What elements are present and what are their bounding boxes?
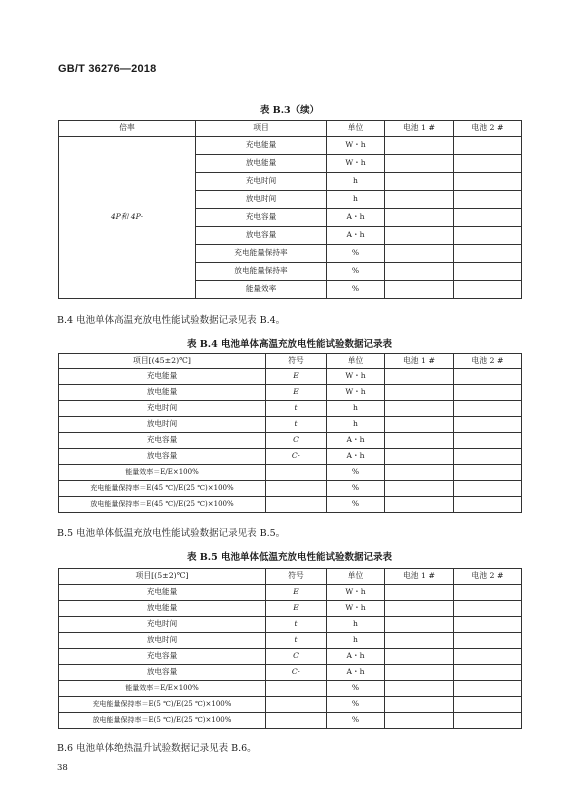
table-cell-battery1 xyxy=(385,617,454,633)
table-cell-unit: % xyxy=(327,281,385,299)
table-cell-item: 充电能量保持率＝E(45 ℃)/E(25 ℃)×100% xyxy=(59,481,266,497)
table-b4-header-symbol: 符号 xyxy=(266,354,327,369)
table-cell-unit: A・h xyxy=(327,665,385,681)
table-cell-symbol: t xyxy=(266,617,327,633)
table-row xyxy=(59,465,522,481)
table-cell-battery1 xyxy=(385,481,454,497)
table-cell-battery1 xyxy=(385,417,454,433)
table-cell-battery2 xyxy=(454,385,522,401)
table-cell-battery1 xyxy=(385,191,454,209)
table-cell-battery2 xyxy=(454,137,522,155)
table-cell-item: 充电时间 xyxy=(59,401,266,417)
table-cell-item: 充电能量保持率 xyxy=(196,245,327,263)
table-b3-header-item: 项目 xyxy=(196,121,327,137)
table-row xyxy=(59,585,522,601)
table-cell-battery1 xyxy=(385,585,454,601)
table-cell-symbol xyxy=(266,681,327,697)
section-b4-text: B.4 电池单体高温充放电性能试验数据记录见表 B.4。 xyxy=(57,315,286,326)
table-cell-unit: W・h xyxy=(327,585,385,601)
table-cell-item: 放电能量保持率 xyxy=(196,263,327,281)
page-number: 38 xyxy=(57,763,68,773)
table-cell-battery2 xyxy=(454,697,522,713)
table-cell-unit: % xyxy=(327,465,385,481)
table-cell-item: 放电能量 xyxy=(59,601,266,617)
table-cell-symbol: C· xyxy=(266,449,327,465)
table-cell-battery2 xyxy=(454,401,522,417)
table-cell-battery2 xyxy=(454,369,522,385)
table-cell-battery2 xyxy=(454,191,522,209)
table-cell-item: 放电能量保持率＝E(45 ℃)/E(25 ℃)×100% xyxy=(59,497,266,513)
table-cell-battery2 xyxy=(454,497,522,513)
table-cell-unit: % xyxy=(327,245,385,263)
table-cell-unit: A・h xyxy=(327,433,385,449)
table-row xyxy=(59,697,522,713)
table-cell-battery1 xyxy=(385,681,454,697)
table-row xyxy=(59,649,522,665)
table-cell-item: 充电能量保持率＝E(5 ℃)/E(25 ℃)×100% xyxy=(59,697,266,713)
table-cell-battery1 xyxy=(385,155,454,173)
table-cell-battery2 xyxy=(454,601,522,617)
table-cell-unit: A・h xyxy=(327,227,385,245)
table-cell-unit: % xyxy=(327,697,385,713)
table-b5-caption: 表 B.5 电池单体低温充放电性能试验数据记录表 xyxy=(186,552,393,563)
table-cell-symbol: E xyxy=(266,601,327,617)
table-cell-battery1 xyxy=(385,263,454,281)
table-row xyxy=(59,137,522,155)
table-cell-symbol: t xyxy=(266,401,327,417)
table-cell-unit: h xyxy=(327,417,385,433)
table-row xyxy=(59,433,522,449)
table-cell-symbol: E xyxy=(266,369,327,385)
table-b4-caption: 表 B.4 电池单体高温充放电性能试验数据记录表 xyxy=(186,339,393,350)
table-b4 xyxy=(58,353,522,513)
table-cell-item: 能量效率＝E/E×100% xyxy=(59,465,266,481)
table-cell-symbol: E xyxy=(266,385,327,401)
table-cell-item: 能量效率 xyxy=(196,281,327,299)
table-row xyxy=(59,617,522,633)
table-cell-battery1 xyxy=(385,401,454,417)
table-cell-battery1 xyxy=(385,633,454,649)
table-cell-unit: A・h xyxy=(327,209,385,227)
table-b3 xyxy=(58,120,522,299)
table-b4-header-battery1: 电池 1 # xyxy=(385,354,454,369)
table-b4-header-item: 项目[(45±2)℃] xyxy=(59,354,266,369)
table-cell-symbol: C· xyxy=(266,665,327,681)
table-row xyxy=(59,665,522,681)
table-cell-battery2 xyxy=(454,633,522,649)
table-b3-header-battery2: 电池 2 # xyxy=(454,121,522,137)
table-b5-header-unit: 单位 xyxy=(327,569,385,585)
table-cell-unit: % xyxy=(327,497,385,513)
table-b3-header-unit: 单位 xyxy=(327,121,385,137)
table-b3-caption: 表 B.3（续） xyxy=(259,105,320,116)
table-cell-unit: W・h xyxy=(327,369,385,385)
table-cell-item: 能量效率＝E/E×100% xyxy=(59,681,266,697)
table-b5-header-item: 项目[(5±2)℃] xyxy=(59,569,266,585)
table-cell-item: 充电能量 xyxy=(59,585,266,601)
table-cell-battery1 xyxy=(385,209,454,227)
table-cell-battery2 xyxy=(454,417,522,433)
table-cell-battery1 xyxy=(385,713,454,729)
table-cell-unit: h xyxy=(327,633,385,649)
table-cell-unit: h xyxy=(327,191,385,209)
table-cell-symbol: t xyxy=(266,417,327,433)
table-cell-symbol: C xyxy=(266,433,327,449)
table-cell-item: 放电容量 xyxy=(59,665,266,681)
section-b6-text: B.6 电池单体绝热温升试验数据记录见表 B.6。 xyxy=(57,743,257,754)
table-cell-battery1 xyxy=(385,649,454,665)
table-b5-header-row xyxy=(59,569,522,585)
table-cell-battery2 xyxy=(454,209,522,227)
table-cell-battery1 xyxy=(385,449,454,465)
table-cell-battery1 xyxy=(385,601,454,617)
table-cell-item: 充电时间 xyxy=(196,173,327,191)
table-cell-battery2 xyxy=(454,155,522,173)
table-cell-item: 放电容量 xyxy=(196,227,327,245)
table-cell-unit: W・h xyxy=(327,601,385,617)
table-cell-symbol xyxy=(266,697,327,713)
table-cell-item: 充电时间 xyxy=(59,617,266,633)
table-cell-battery2 xyxy=(454,665,522,681)
table-b5-header-symbol: 符号 xyxy=(266,569,327,585)
table-cell-unit: % xyxy=(327,681,385,697)
table-cell-battery1 xyxy=(385,465,454,481)
table-cell-symbol xyxy=(266,713,327,729)
table-b4-header-battery2: 电池 2 # xyxy=(454,354,522,369)
table-cell-battery2 xyxy=(454,465,522,481)
table-cell-battery1 xyxy=(385,369,454,385)
table-cell-battery2 xyxy=(454,245,522,263)
table-cell-battery1 xyxy=(385,665,454,681)
table-cell-item: 充电容量 xyxy=(196,209,327,227)
table-row xyxy=(59,449,522,465)
table-cell-item: 放电能量 xyxy=(196,155,327,173)
table-cell-unit: A・h xyxy=(327,449,385,465)
table-b3-header-row xyxy=(59,121,522,137)
table-row xyxy=(59,369,522,385)
table-row xyxy=(59,401,522,417)
table-cell-battery2 xyxy=(454,449,522,465)
table-cell-unit: % xyxy=(327,481,385,497)
table-cell-battery2 xyxy=(454,681,522,697)
table-cell-symbol: t xyxy=(266,633,327,649)
table-cell-battery2 xyxy=(454,227,522,245)
table-cell-symbol xyxy=(266,481,327,497)
table-cell-item: 充电容量 xyxy=(59,649,266,665)
table-b3-header-rate: 倍率 xyxy=(59,121,196,137)
table-cell-battery1 xyxy=(385,697,454,713)
table-cell-battery2 xyxy=(454,433,522,449)
table-cell-unit: h xyxy=(327,617,385,633)
table-cell-item: 放电能量 xyxy=(59,385,266,401)
table-cell-battery2 xyxy=(454,173,522,191)
table-cell-battery2 xyxy=(454,585,522,601)
table-row xyxy=(59,385,522,401)
table-cell-symbol: E xyxy=(266,585,327,601)
table-b5 xyxy=(58,568,522,729)
table-cell-unit: W・h xyxy=(327,385,385,401)
table-cell-battery1 xyxy=(385,245,454,263)
table-cell-item: 放电能量保持率＝E(5 ℃)/E(25 ℃)×100% xyxy=(59,713,266,729)
table-b5-header-battery1: 电池 1 # xyxy=(385,569,454,585)
table-cell-battery2 xyxy=(454,713,522,729)
table-row xyxy=(59,481,522,497)
table-b3-header-battery1: 电池 1 # xyxy=(385,121,454,137)
table-cell-item: 放电时间 xyxy=(59,633,266,649)
table-cell-symbol: C xyxy=(266,649,327,665)
table-cell-unit: h xyxy=(327,401,385,417)
table-cell-symbol xyxy=(266,497,327,513)
table-b4-header-row xyxy=(59,354,522,369)
table-cell-symbol xyxy=(266,465,327,481)
table-cell-battery1 xyxy=(385,137,454,155)
table-b5-header-battery2: 电池 2 # xyxy=(454,569,522,585)
table-cell-battery2 xyxy=(454,649,522,665)
table-row xyxy=(59,633,522,649)
table-row xyxy=(59,681,522,697)
table-cell-battery1 xyxy=(385,385,454,401)
table-cell-item: 充电容量 xyxy=(59,433,266,449)
table-cell-unit: % xyxy=(327,713,385,729)
table-cell-item: 放电时间 xyxy=(196,191,327,209)
table-b4-header-unit: 单位 xyxy=(327,354,385,369)
table-cell-item: 放电时间 xyxy=(59,417,266,433)
table-cell-item: 充电能量 xyxy=(196,137,327,155)
table-cell-unit: W・h xyxy=(327,137,385,155)
table-row xyxy=(59,713,522,729)
section-b5-text: B.5 电池单体低温充放电性能试验数据记录见表 B.5。 xyxy=(57,528,286,539)
table-cell-battery2 xyxy=(454,281,522,299)
table-cell-battery1 xyxy=(385,281,454,299)
table-cell-battery2 xyxy=(454,263,522,281)
standard-number: GB/T 36276—2018 xyxy=(58,63,157,75)
table-b3-rate-group: 4P和 4P· xyxy=(59,137,196,299)
table-cell-unit: % xyxy=(327,263,385,281)
table-cell-unit: A・h xyxy=(327,649,385,665)
table-row xyxy=(59,417,522,433)
table-cell-battery1 xyxy=(385,433,454,449)
table-row xyxy=(59,497,522,513)
table-cell-unit: h xyxy=(327,173,385,191)
table-cell-battery1 xyxy=(385,497,454,513)
table-cell-unit: W・h xyxy=(327,155,385,173)
table-cell-battery2 xyxy=(454,481,522,497)
table-row xyxy=(59,601,522,617)
table-cell-item: 放电容量 xyxy=(59,449,266,465)
table-cell-battery1 xyxy=(385,227,454,245)
table-cell-battery2 xyxy=(454,617,522,633)
table-cell-item: 充电能量 xyxy=(59,369,266,385)
table-cell-battery1 xyxy=(385,173,454,191)
